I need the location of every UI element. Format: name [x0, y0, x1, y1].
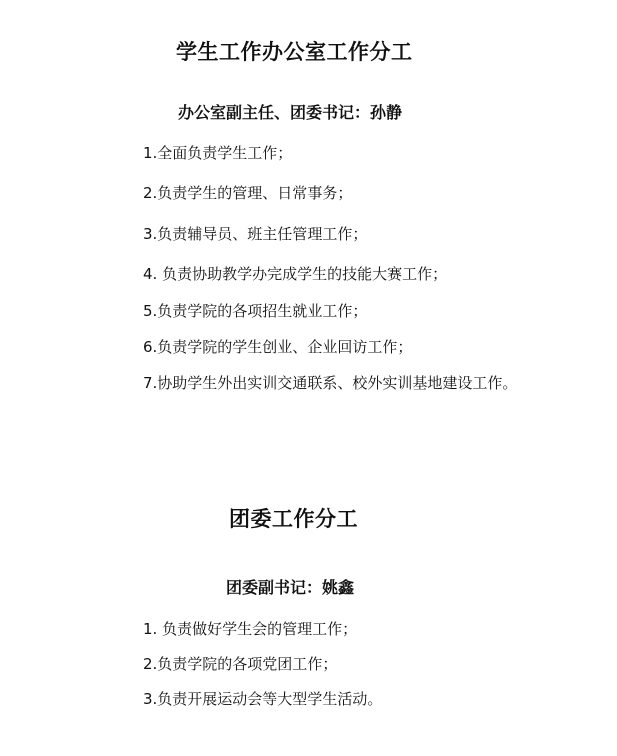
list-item: 5.负责学院的各项招生就业工作；: [143, 302, 368, 320]
list-item: 6.负责学院的学生创业、企业回访工作；: [143, 338, 413, 356]
list-item: 3.负责开展运动会等大型学生活动。: [143, 690, 383, 708]
list-item: 4. 负责协助教学办完成学生的技能大赛工作；: [143, 265, 448, 283]
section-subtitle-league: 团委副书记：姚鑫: [226, 578, 355, 597]
section-subtitle-office: 办公室副主任、团委书记：孙静: [178, 103, 403, 122]
section-title-office: 学生工作办公室工作分工: [176, 40, 413, 64]
section-title-league: 团委工作分工: [229, 507, 358, 531]
list-item: 1. 负责做好学生会的管理工作；: [143, 620, 358, 638]
list-item: 2.负责学生的管理、日常事务；: [143, 184, 353, 202]
list-item: 2.负责学院的各项党团工作；: [143, 655, 338, 673]
list-item: 1.全面负责学生工作；: [143, 144, 293, 162]
list-item: 3.负责辅导员、班主任管理工作；: [143, 225, 368, 243]
list-item: 7.协助学生外出实训交通联系、校外实训基地建设工作。: [143, 374, 518, 392]
